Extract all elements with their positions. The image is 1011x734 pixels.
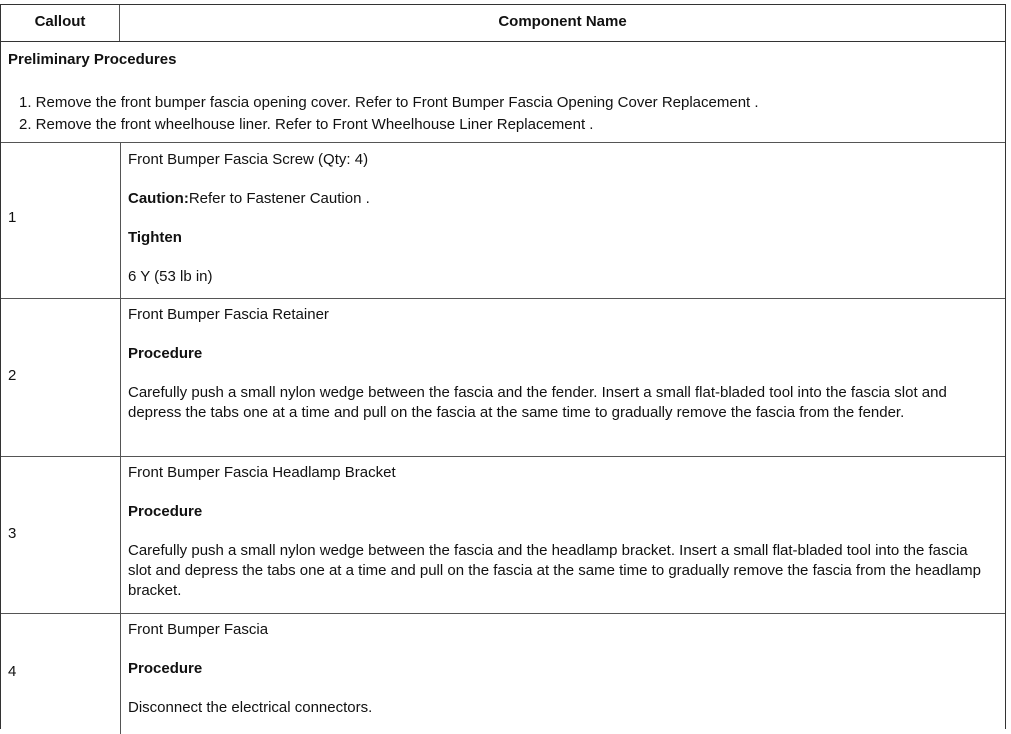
procedure-text: Carefully push a small nylon wedge between the fascia and the headlamp bracket. Insert a small flat-bladed tool into the fascia slot and depress the tabs one at a time and pull on the fascia at the same time to gradually remove the fascia from the headlamp bracket. <box>128 542 981 599</box>
table-row <box>1 457 1005 614</box>
procedure-text: Carefully push a small nylon wedge between the fascia and the fender. Insert a small flat-bladed tool into the fascia slot and depress the tabs one at a time and pull on the fascia at the same time to gradually remove the fascia from the fender. <box>128 384 947 421</box>
component-name: Front Bumper Fascia <box>128 621 269 638</box>
torque-value: 6 Y (53 lb in) <box>128 268 213 285</box>
procedure-label: Procedure <box>128 345 203 362</box>
table-row <box>1 614 1005 734</box>
header-callout: Callout <box>1 5 120 41</box>
procedure-text: Disconnect the electrical connectors. <box>128 699 373 716</box>
preliminary-procedures <box>1 41 1005 143</box>
column-divider <box>120 299 121 456</box>
callout-number: 3 <box>8 525 17 542</box>
table-row <box>1 299 1005 457</box>
caution-text: Refer to Fastener Caution . <box>188 190 370 207</box>
caution-label: Caution: <box>128 190 189 207</box>
table-row <box>1 143 1005 299</box>
callout-number: 4 <box>8 663 17 680</box>
component-name: Front Bumper Fascia Retainer <box>128 306 329 323</box>
preliminary-title: Preliminary Procedures <box>8 51 177 68</box>
component-name: Front Bumper Fascia Screw (Qty: 4) <box>128 151 369 168</box>
preliminary-step: 2. Remove the front wheelhouse liner. Refer to Front Wheelhouse Liner Replacement . <box>19 116 594 133</box>
procedure-table <box>0 4 1006 729</box>
column-divider <box>120 457 121 613</box>
preliminary-step: 1. Remove the front bumper fascia opening cover. Refer to Front Bumper Fascia Opening Cover Replacement . <box>19 94 759 111</box>
procedure-label: Procedure <box>128 660 203 677</box>
column-divider <box>120 614 121 734</box>
procedure-label: Procedure <box>128 503 203 520</box>
column-divider <box>120 143 121 298</box>
callout-number: 1 <box>8 209 17 226</box>
tighten-label: Tighten <box>128 229 182 246</box>
caution-line <box>128 189 993 209</box>
table-header <box>1 5 1005 42</box>
component-name: Front Bumper Fascia Headlamp Bracket <box>128 464 396 481</box>
callout-number: 2 <box>8 367 17 384</box>
header-component-name: Component Name <box>498 13 627 30</box>
